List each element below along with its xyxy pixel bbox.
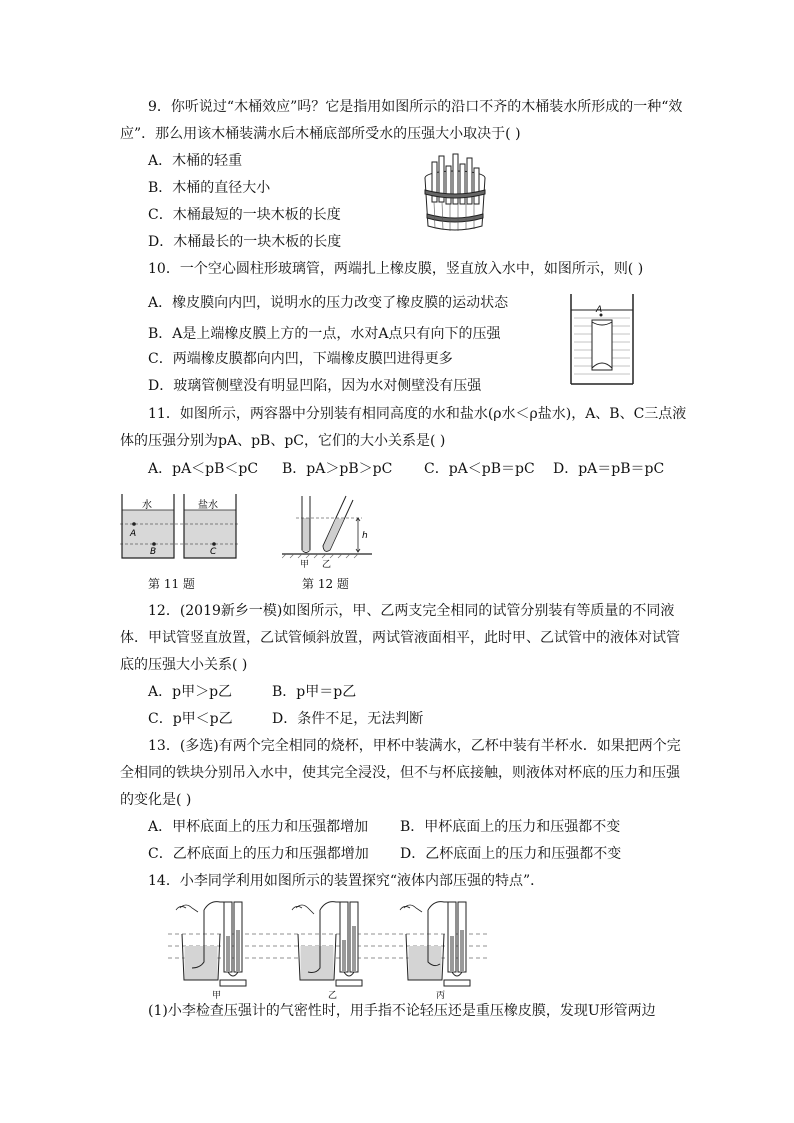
q12-option-c: C．p甲＜p乙 bbox=[148, 711, 233, 727]
q12-tube-yi-label: 乙 bbox=[322, 560, 332, 568]
q11-caption: 第 11 题 bbox=[148, 577, 195, 591]
q10-option-c: C．两端橡皮膜都向内凹，下端橡皮膜凹进得更多 bbox=[148, 351, 453, 367]
q9-stem-line2: 应”．那么用该木桶装满水后木桶底部所受水的压强大小取决于( ) bbox=[120, 126, 521, 142]
two-test-tubes-figure bbox=[282, 492, 372, 568]
q10-stem: 10．一个空心圆柱形玻璃管，两端扎上橡皮膜，竖直放入水中，如图所示，则( ) bbox=[148, 261, 644, 277]
q9-option-b: B．木桶的直径大小 bbox=[148, 180, 271, 196]
q10-point-a-label: A bbox=[596, 305, 603, 315]
q10-option-a: A．橡皮膜向内凹，说明水的压力改变了橡皮膜的运动状态 bbox=[148, 295, 509, 311]
q12-stem-line2: 体．甲试管竖直放置，乙试管倾斜放置，两试管液面相平，此时甲、乙试管中的液体对试管 bbox=[120, 630, 680, 646]
q14-label-yi: 乙 bbox=[328, 991, 338, 1000]
apparatus-bing bbox=[400, 902, 470, 986]
q9-option-a: A．木桶的轻重 bbox=[148, 153, 243, 169]
q9-option-c: C．木桶最短的一块木板的长度 bbox=[148, 207, 341, 223]
q11-water-label: 水 bbox=[142, 500, 152, 511]
apparatus-yi bbox=[292, 902, 362, 986]
q13-option-a: A．甲杯底面上的压力和压强都增加 bbox=[148, 819, 369, 835]
q12-tube-jia-label: 甲 bbox=[300, 560, 310, 568]
pressure-gauge-experiment-figure bbox=[168, 898, 488, 1000]
q12-option-b: B．p甲＝p乙 bbox=[272, 684, 357, 700]
q12-option-d: D．条件不足，无法判断 bbox=[272, 711, 424, 727]
q11-point-c-label: C bbox=[210, 547, 217, 557]
q12-option-a: A．p甲＞p乙 bbox=[148, 684, 233, 700]
q10-option-d: D．玻璃管侧壁没有明显凹陷，因为水对侧壁没有压强 bbox=[148, 378, 482, 394]
q12-stem-line1: 12．(2019新乡一模)如图所示，甲、乙两支完全相同的试管分别装有等质量的不同液 bbox=[148, 603, 675, 619]
apparatus-jia bbox=[176, 902, 246, 986]
two-containers-figure bbox=[120, 490, 238, 562]
q14-stem: 14．小李同学利用如图所示的装置探究“液体内部压强的特点”． bbox=[148, 873, 545, 889]
q11-option-b: B．pA＞pB＞pC bbox=[282, 461, 393, 477]
q10-option-b: B．A是上端橡皮膜上方的一点，水对A点只有向下的压强 bbox=[148, 326, 501, 342]
q9-stem-line1: 9．你听说过“木桶效应”吗？它是指用如图所示的沿口不齐的木桶装水所形成的一种“效 bbox=[148, 99, 683, 115]
q11-stem-line1: 11．如图所示，两容器中分别装有相同高度的水和盐水(ρ水＜ρ盐水)，A、B、C三点液 bbox=[148, 406, 687, 422]
glass-tube-in-water-figure bbox=[568, 292, 636, 386]
q14-label-jia: 甲 bbox=[212, 991, 222, 1000]
q11-saltwater-label: 盐水 bbox=[198, 500, 218, 511]
wooden-bucket-figure bbox=[420, 152, 490, 236]
q11-point-a-label: A bbox=[130, 529, 137, 539]
q12-caption: 第 12 题 bbox=[302, 577, 349, 591]
q14-subquestion-1: (1)小李检查压强计的气密性时，用手指不论轻压还是重压橡皮膜，发现U形管两边 bbox=[148, 1003, 656, 1019]
q13-stem-line2: 全相同的铁块分别吊入水中，使其完全浸没，但不与杯底接触，则液体对杯底的压力和压强 bbox=[120, 765, 680, 781]
q11-point-b-label: B bbox=[150, 547, 157, 557]
q11-stem-line2: 体的压强分别为pA、pB、pC，它们的大小关系是( ) bbox=[120, 433, 446, 449]
q13-stem-line3: 的变化是( ) bbox=[120, 792, 192, 808]
q11-option-c: C．pA＜pB＝pC bbox=[424, 461, 535, 477]
q13-option-d: D．乙杯底面上的压力和压强都不变 bbox=[400, 846, 622, 862]
q12-height-label: h bbox=[362, 531, 368, 541]
q12-stem-line3: 底的压强大小关系( ) bbox=[120, 657, 248, 673]
q13-option-c: C．乙杯底面上的压力和压强都增加 bbox=[148, 846, 369, 862]
q11-option-a: A．pA＜pB＜pC bbox=[148, 461, 259, 477]
q14-label-bing: 丙 bbox=[436, 991, 446, 1000]
q13-stem-line1: 13．(多选)有两个完全相同的烧杯，甲杯中装满水，乙杯中装有半杯水．如果把两个完 bbox=[148, 738, 681, 754]
q13-option-b: B．甲杯底面上的压力和压强都不变 bbox=[400, 819, 621, 835]
q9-option-d: D．木桶最长的一块木板的长度 bbox=[148, 234, 342, 250]
q11-option-d: D．pA＝pB＝pC bbox=[553, 461, 665, 477]
